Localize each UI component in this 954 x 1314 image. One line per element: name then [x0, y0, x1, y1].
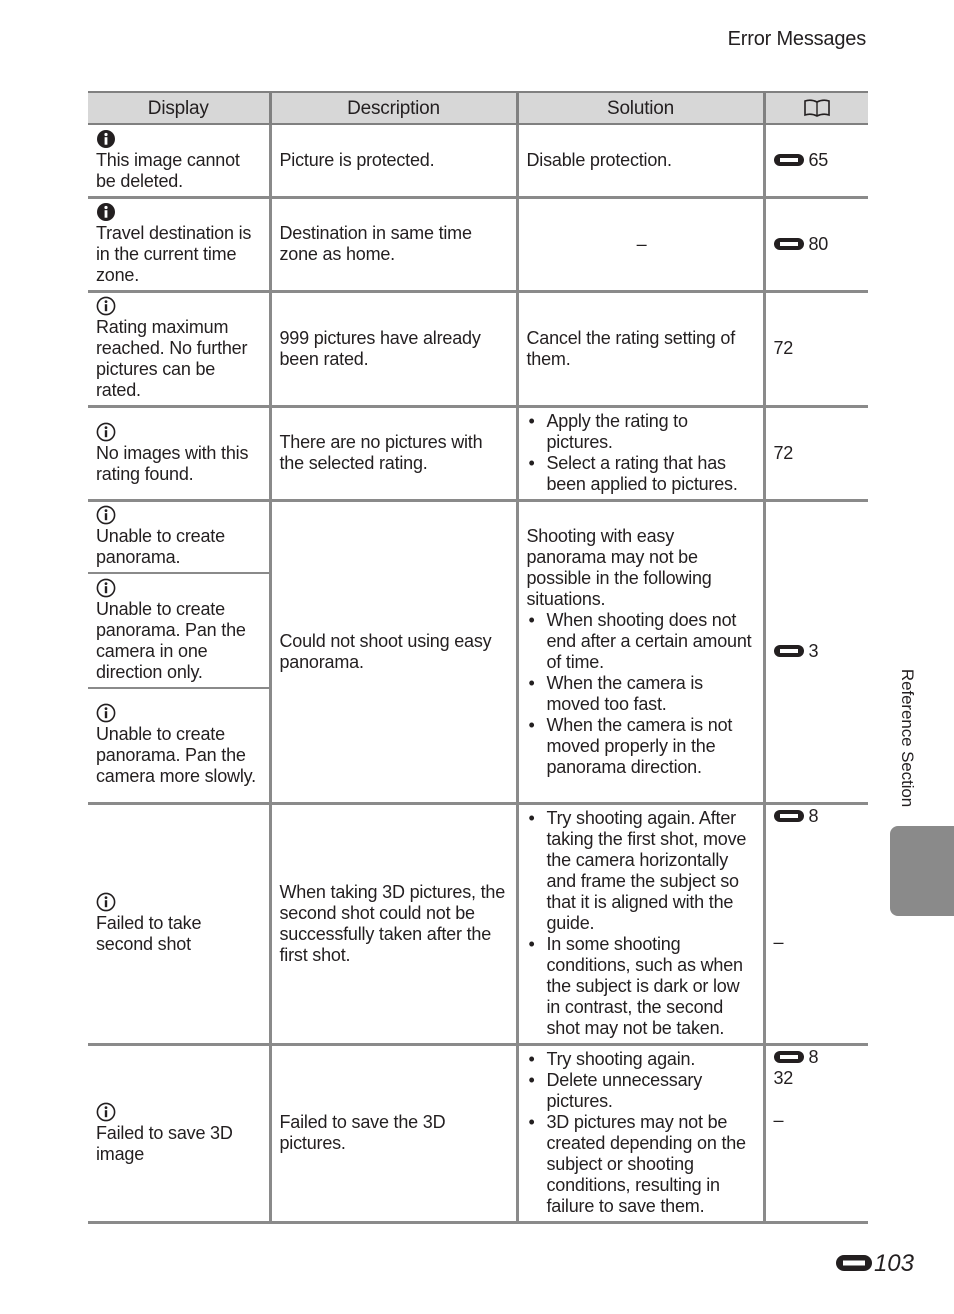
description-cell: Destination in same time zone as home.: [270, 197, 517, 291]
table-row: [88, 406, 868, 500]
list-item: • In some shooting conditions, such as when the subject is dark or low in contrast, the second shot may not be taken.: [527, 934, 757, 1039]
page-ref-cell: [764, 803, 868, 1044]
page-ref: 8: [774, 806, 863, 827]
solution-cell: Cancel the rating setting of them.: [517, 291, 764, 406]
display-text: Travel destination is in the current time zone.: [96, 223, 252, 285]
ref-spacer: [774, 1089, 863, 1110]
table-row: [88, 500, 868, 573]
description-cell: 999 pictures have already been rated.: [270, 291, 517, 406]
info-outline-icon: [96, 1102, 116, 1122]
reference-e-icon: [774, 643, 804, 659]
reference-e-icon: [774, 808, 804, 824]
display-cell: [88, 1044, 270, 1222]
display-cell: [88, 573, 270, 688]
info-outline-icon: [96, 703, 116, 723]
solution-intro: Shooting with easy panorama may not be possible in the following situations.: [526, 525, 712, 609]
table-header-row: [88, 92, 868, 124]
solution-cell: Disable protection.: [517, 124, 764, 197]
page-ref: 8: [774, 1047, 863, 1068]
display-cell: [88, 803, 270, 1044]
description-cell: There are no pictures with the selected rating.: [270, 406, 517, 500]
description-cell: Could not shoot using easy panorama.: [270, 500, 517, 803]
section-tab: [890, 826, 954, 916]
info-outline-icon: [96, 296, 116, 316]
display-cell: [88, 688, 270, 803]
list-item: • Apply the rating to pictures.: [527, 411, 757, 453]
page-number: 103: [836, 1250, 914, 1278]
table-row: [88, 197, 868, 291]
display-cell: [88, 406, 270, 500]
info-filled-icon: [96, 129, 116, 149]
display-text: Unable to create panorama. Pan the camera more slowly.: [96, 724, 256, 787]
display-text: Unable to create panorama. Pan the camera in one direction only.: [96, 599, 246, 682]
table-row: [88, 1044, 868, 1222]
display-text: Rating maximum reached. No further pictures can be rated.: [96, 317, 248, 400]
page-header-title: Error Messages: [727, 28, 866, 50]
display-text: Failed to take second shot: [96, 913, 202, 954]
list-item: • When the camera is moved too fast.: [527, 673, 757, 715]
description-cell: When taking 3D pictures, the second shot could not be successfully taken after the first shot.: [270, 803, 517, 1044]
display-text: Unable to create panorama.: [96, 526, 225, 568]
col-header-display: Display: [88, 92, 270, 124]
display-text: This image cannot be deleted.: [96, 149, 240, 191]
list-item: • When the camera is not moved properly in the panorama direction.: [527, 715, 757, 778]
solution-list: [527, 411, 757, 495]
ref-spacer: [774, 827, 863, 932]
page-ref: 32: [773, 1067, 794, 1088]
page-ref-cell: 72: [764, 406, 868, 500]
display-cell: [88, 124, 270, 197]
page-ref: –: [773, 1109, 784, 1130]
display-cell: [88, 500, 270, 573]
display-text: No images with this rating found.: [96, 442, 249, 484]
list-item: • Try shooting again.: [527, 1049, 757, 1070]
page-ref: 3: [774, 641, 819, 661]
reference-e-icon: [774, 152, 804, 168]
page-ref: 80: [774, 234, 829, 254]
reference-e-icon: [774, 236, 804, 252]
list-item: • Delete unnecessary pictures.: [527, 1070, 757, 1112]
solution-cell: –: [517, 197, 764, 291]
list-item: • Select a rating that has been applied to pictures.: [527, 453, 757, 495]
page-ref-cell: 72: [764, 291, 868, 406]
page-ref-cell: [764, 1044, 868, 1222]
solution-cell: [517, 406, 764, 500]
solution-cell: [517, 1044, 764, 1222]
solution-list: [527, 808, 757, 1039]
list-item: • 3D pictures may not be created depending on the subject or shooting conditions, resulting in failure to save them.: [527, 1112, 757, 1217]
description-cell: Failed to save the 3D pictures.: [270, 1044, 517, 1222]
col-header-solution: Solution: [517, 92, 764, 124]
info-outline-icon: [96, 892, 116, 912]
solution-cell: [517, 500, 764, 803]
info-filled-icon: [96, 202, 116, 222]
table-row: [88, 124, 868, 197]
page-ref-list: [774, 1047, 863, 1131]
list-item: • When shooting does not end after a certain amount of time.: [527, 610, 757, 673]
page-ref-cell: [764, 124, 868, 197]
list-item: • Try shooting again. After taking the first shot, move the camera horizontally and frame the subject so that it is aligned with the guide.: [527, 808, 757, 934]
reference-e-icon: [774, 1049, 804, 1065]
table-row: [88, 803, 868, 1044]
description-cell: Picture is protected.: [270, 124, 517, 197]
display-cell: [88, 291, 270, 406]
solution-list: [527, 610, 757, 778]
col-header-description: Description: [270, 92, 517, 124]
error-messages-table: [88, 91, 868, 1224]
page-ref-list: [774, 806, 863, 953]
info-outline-icon: [96, 505, 116, 525]
page-ref-cell: [764, 197, 868, 291]
solution-list: [527, 1049, 757, 1217]
display-cell: [88, 197, 270, 291]
solution-cell: [517, 803, 764, 1044]
section-side-label: Reference Section: [898, 668, 917, 808]
col-header-page: [764, 92, 868, 124]
display-text: Failed to save 3D image: [96, 1122, 233, 1164]
book-icon: [803, 98, 831, 118]
info-outline-icon: [96, 422, 116, 442]
page-ref-cell: [764, 500, 868, 803]
info-outline-icon: [96, 578, 116, 598]
reference-e-icon: [836, 1253, 872, 1273]
page-ref: 65: [774, 150, 829, 170]
table-row: [88, 291, 868, 406]
page-ref: –: [773, 931, 784, 952]
